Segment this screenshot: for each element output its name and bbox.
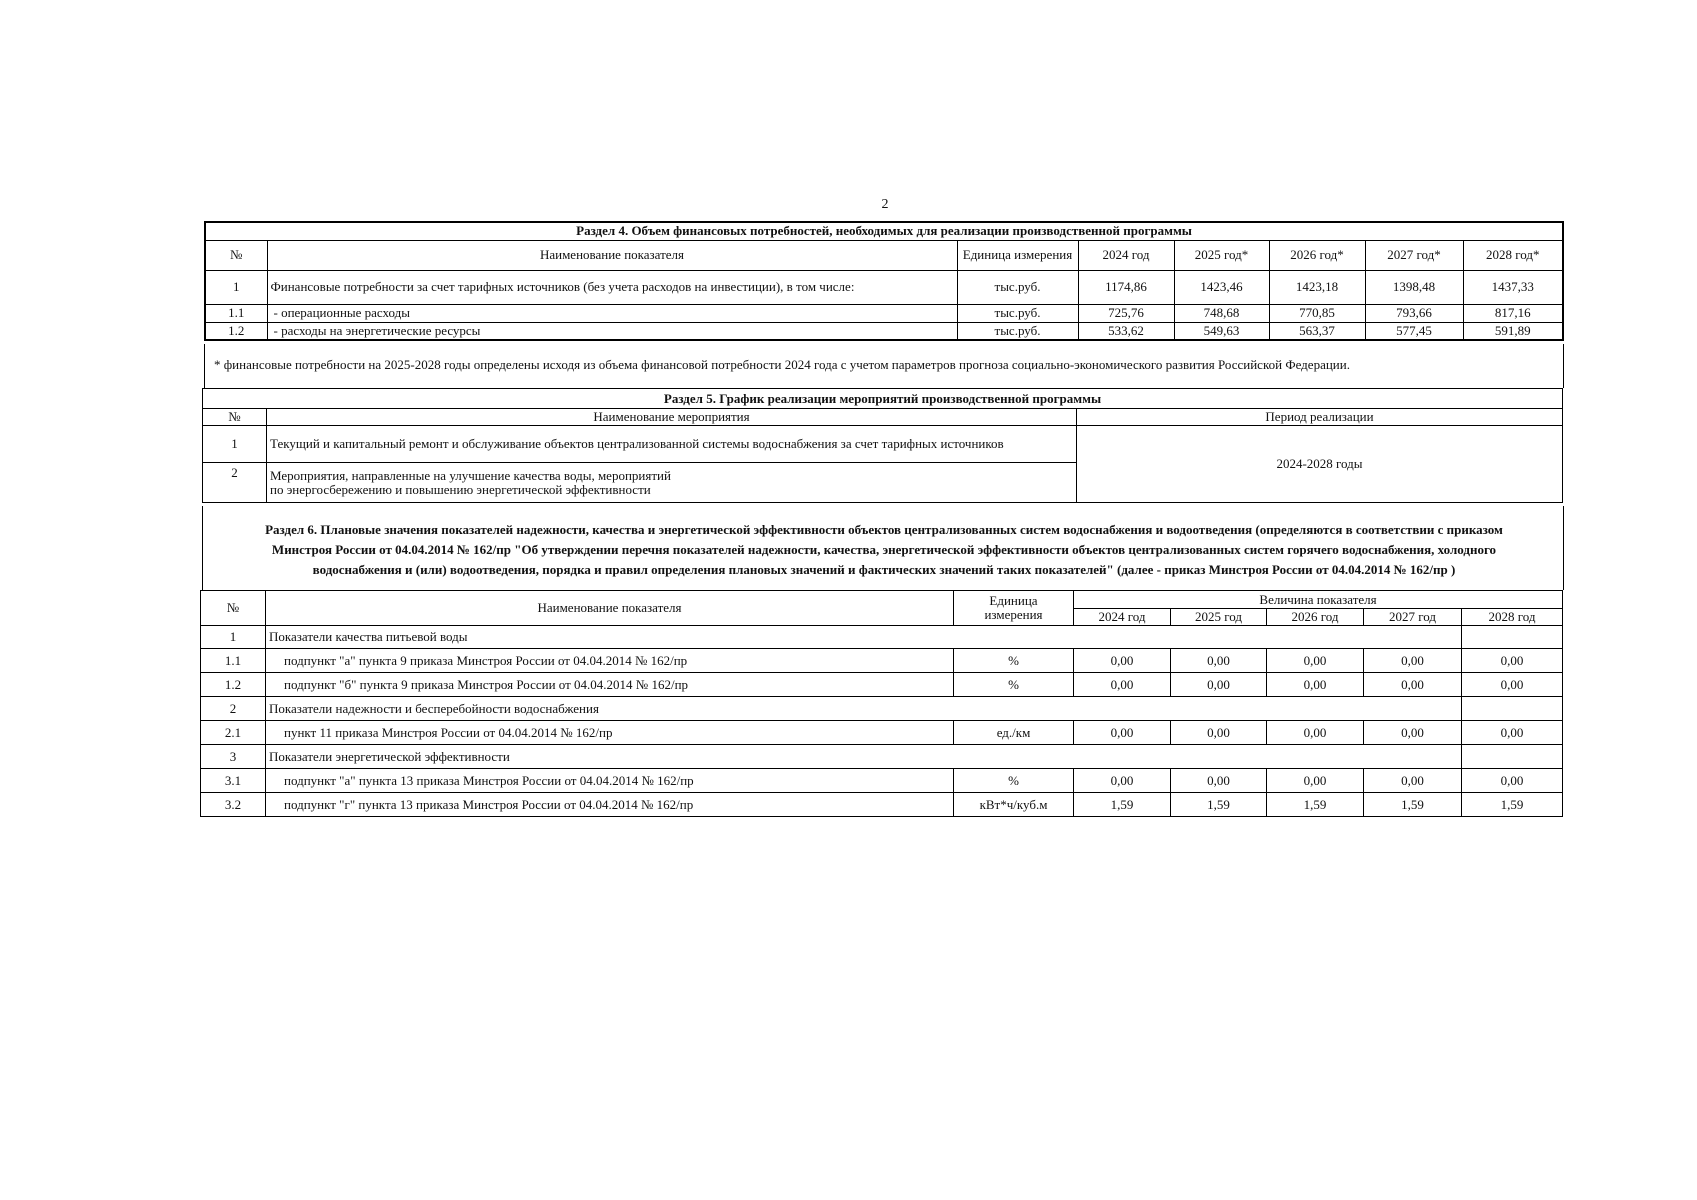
- row-name: подпункт "г" пункта 13 приказа Минстроя России от 04.04.2014 № 162/пр: [266, 793, 954, 817]
- row-value: 0,00: [1074, 721, 1171, 745]
- row-value: 1,59: [1462, 793, 1563, 817]
- row-unit: %: [954, 769, 1074, 793]
- table-row: [205, 304, 1563, 322]
- table-row: [201, 769, 1563, 793]
- table-group-row: [201, 697, 1563, 721]
- row-name: Показатели надежности и бесперебойности водоснабжения: [266, 697, 1462, 721]
- table-row: [201, 721, 1563, 745]
- header-name: Наименование показателя: [266, 591, 954, 626]
- row-num: 2: [201, 697, 266, 721]
- section6-title-line: Минстроя России от 04.04.2014 № 162/пр "Об утверждении перечня показателей надежности, качества, энергетической эффективности объектов централизованных систем горячего водоснабжения, холодного: [271, 542, 1497, 557]
- row-name-cell: [267, 463, 1077, 503]
- row-value: 1174,86: [1078, 270, 1174, 304]
- header-year: 2027 год: [1364, 609, 1462, 626]
- row-name: Финансовые потребности за счет тарифных источников (без учета расходов на инвестиции), в том числе:: [267, 270, 957, 304]
- row-num: 1: [203, 426, 267, 463]
- row-num: 1.2: [201, 673, 266, 697]
- row-unit: тыс.руб.: [957, 304, 1078, 322]
- section6-title: [212, 520, 1556, 580]
- header-year: 2024 год: [1074, 609, 1171, 626]
- row-value: 0,00: [1171, 673, 1267, 697]
- row-value: 1423,18: [1269, 270, 1365, 304]
- header-name: Наименование мероприятия: [267, 409, 1077, 426]
- section4-title: Раздел 4. Объем финансовых потребностей, необходимых для реализации производственной программы: [205, 222, 1563, 240]
- table-row: [205, 270, 1563, 304]
- row-num: 3.1: [201, 769, 266, 793]
- row-value: 577,45: [1365, 322, 1463, 340]
- header-year: 2025 год: [1171, 609, 1267, 626]
- row-name-line2: по энергосбережению и повышению энергетической эффективности: [270, 481, 651, 497]
- row-unit: тыс.руб.: [957, 270, 1078, 304]
- row-value: 1,59: [1267, 793, 1364, 817]
- header-name: Наименование показателя: [267, 240, 957, 270]
- row-unit: ед./км: [954, 721, 1074, 745]
- row-num: 1: [205, 270, 267, 304]
- header-value-group: Величина показателя: [1074, 591, 1563, 609]
- row-num: 1.1: [205, 304, 267, 322]
- table-row: [205, 322, 1563, 340]
- row-value: 0,00: [1074, 649, 1171, 673]
- table-row: [203, 426, 1563, 463]
- header-year: 2028 год: [1462, 609, 1563, 626]
- row-name: Текущий и капитальный ремонт и обслуживание объектов централизованной системы водоснабжения за счет тарифных источников: [267, 426, 1077, 463]
- header-year: 2026 год*: [1269, 240, 1365, 270]
- row-value: 0,00: [1171, 721, 1267, 745]
- section6-table: [200, 590, 1563, 817]
- row-value: 1,59: [1364, 793, 1462, 817]
- row-num: 2.1: [201, 721, 266, 745]
- row-value: 0,00: [1462, 769, 1563, 793]
- row-value: 591,89: [1463, 322, 1563, 340]
- row-unit: кВт*ч/куб.м: [954, 793, 1074, 817]
- row-value: 1,59: [1074, 793, 1171, 817]
- row-value: 0,00: [1462, 673, 1563, 697]
- section5-title: Раздел 5. График реализации мероприятий производственной программы: [203, 389, 1563, 409]
- row-value: 0,00: [1267, 673, 1364, 697]
- row-unit: тыс.руб.: [957, 322, 1078, 340]
- row-value: 0,00: [1267, 649, 1364, 673]
- header-unit: [954, 591, 1074, 626]
- row-value: 748,68: [1174, 304, 1269, 322]
- header-year: 2025 год*: [1174, 240, 1269, 270]
- row-value: 793,66: [1365, 304, 1463, 322]
- row-value: 817,16: [1463, 304, 1563, 322]
- row-value: 0,00: [1171, 649, 1267, 673]
- row-num: 3: [201, 745, 266, 769]
- row-value: 0,00: [1364, 769, 1462, 793]
- row-num: 1.2: [205, 322, 267, 340]
- row-name: подпункт "б" пункта 9 приказа Минстроя России от 04.04.2014 № 162/пр: [266, 673, 954, 697]
- row-value: 0,00: [1364, 649, 1462, 673]
- section4-footnote: * финансовые потребности на 2025-2028 годы определены исходя из объема финансовой потребности 2024 года с учетом параметров прогноза социально-экономического развития Российской Федерации.: [214, 357, 1350, 372]
- row-value: 0,00: [1074, 673, 1171, 697]
- row-unit: %: [954, 649, 1074, 673]
- row-value: 0,00: [1171, 769, 1267, 793]
- row-value: 1398,48: [1365, 270, 1463, 304]
- header-unit: Единица измерения: [957, 240, 1078, 270]
- row-num: 1.1: [201, 649, 266, 673]
- header-num: №: [205, 240, 267, 270]
- section5-table: [202, 388, 1563, 503]
- empty-cell: [1462, 745, 1563, 769]
- row-value: 549,63: [1174, 322, 1269, 340]
- header-year: 2026 год: [1267, 609, 1364, 626]
- row-value: 0,00: [1267, 721, 1364, 745]
- table-group-row: [201, 626, 1563, 649]
- row-value: 0,00: [1462, 649, 1563, 673]
- row-name: Показатели энергетической эффективности: [266, 745, 1462, 769]
- section6-title-line: Раздел 6. Плановые значения показателей надежности, качества и энергетической эффективности объектов централизованных систем водоснабжения и водоотведения (определяются в соответствии с приказом: [265, 522, 1503, 537]
- row-value: 0,00: [1462, 721, 1563, 745]
- table-group-row: [201, 745, 1563, 769]
- row-name: - операционные расходы: [267, 304, 957, 322]
- row-value: 0,00: [1364, 721, 1462, 745]
- row-name: подпункт "а" пункта 9 приказа Минстроя России от 04.04.2014 № 162/пр: [266, 649, 954, 673]
- table-row: [201, 649, 1563, 673]
- row-value: 770,85: [1269, 304, 1365, 322]
- table-row: [201, 793, 1563, 817]
- header-year: 2028 год*: [1463, 240, 1563, 270]
- row-value: 533,62: [1078, 322, 1174, 340]
- row-value: 0,00: [1267, 769, 1364, 793]
- row-value: 1437,33: [1463, 270, 1563, 304]
- row-value: 563,37: [1269, 322, 1365, 340]
- row-value: 725,76: [1078, 304, 1174, 322]
- header-year: 2024 год: [1078, 240, 1174, 270]
- page-number: 2: [881, 197, 889, 212]
- table-row: [201, 673, 1563, 697]
- header-unit-line1: Единица: [989, 593, 1038, 608]
- row-name-line1: Мероприятия, направленные на улучшение качества воды, мероприятий: [270, 467, 671, 483]
- row-name: пункт 11 приказа Минстроя России от 04.04.2014 № 162/пр: [266, 721, 954, 745]
- section6-title-line: водоснабжения и (или) водоотведения, порядка и правил определения плановых значений и фактических значений таких показателей" (далее - приказ Минстроя России от 04.04.2014 № 162/пр ): [312, 562, 1456, 577]
- section4-table: [204, 221, 1564, 341]
- header-unit-line2: измерения: [984, 607, 1043, 622]
- header-num: №: [201, 591, 266, 626]
- row-value: 0,00: [1364, 673, 1462, 697]
- row-name: подпункт "а" пункта 13 приказа Минстроя России от 04.04.2014 № 162/пр: [266, 769, 954, 793]
- row-num: 1: [201, 626, 266, 649]
- row-name: - расходы на энергетические ресурсы: [267, 322, 957, 340]
- header-num: №: [203, 409, 267, 426]
- row-num: 2: [203, 463, 267, 503]
- row-name: Показатели качества питьевой воды: [266, 626, 1462, 649]
- row-value: 0,00: [1074, 769, 1171, 793]
- row-value: 1423,46: [1174, 270, 1269, 304]
- row-value: 1,59: [1171, 793, 1267, 817]
- header-year: 2027 год*: [1365, 240, 1463, 270]
- period-value: 2024-2028 годы: [1077, 426, 1563, 503]
- empty-cell: [1462, 626, 1563, 649]
- header-period: Период реализации: [1077, 409, 1563, 426]
- empty-cell: [1462, 697, 1563, 721]
- row-num: 3.2: [201, 793, 266, 817]
- row-unit: %: [954, 673, 1074, 697]
